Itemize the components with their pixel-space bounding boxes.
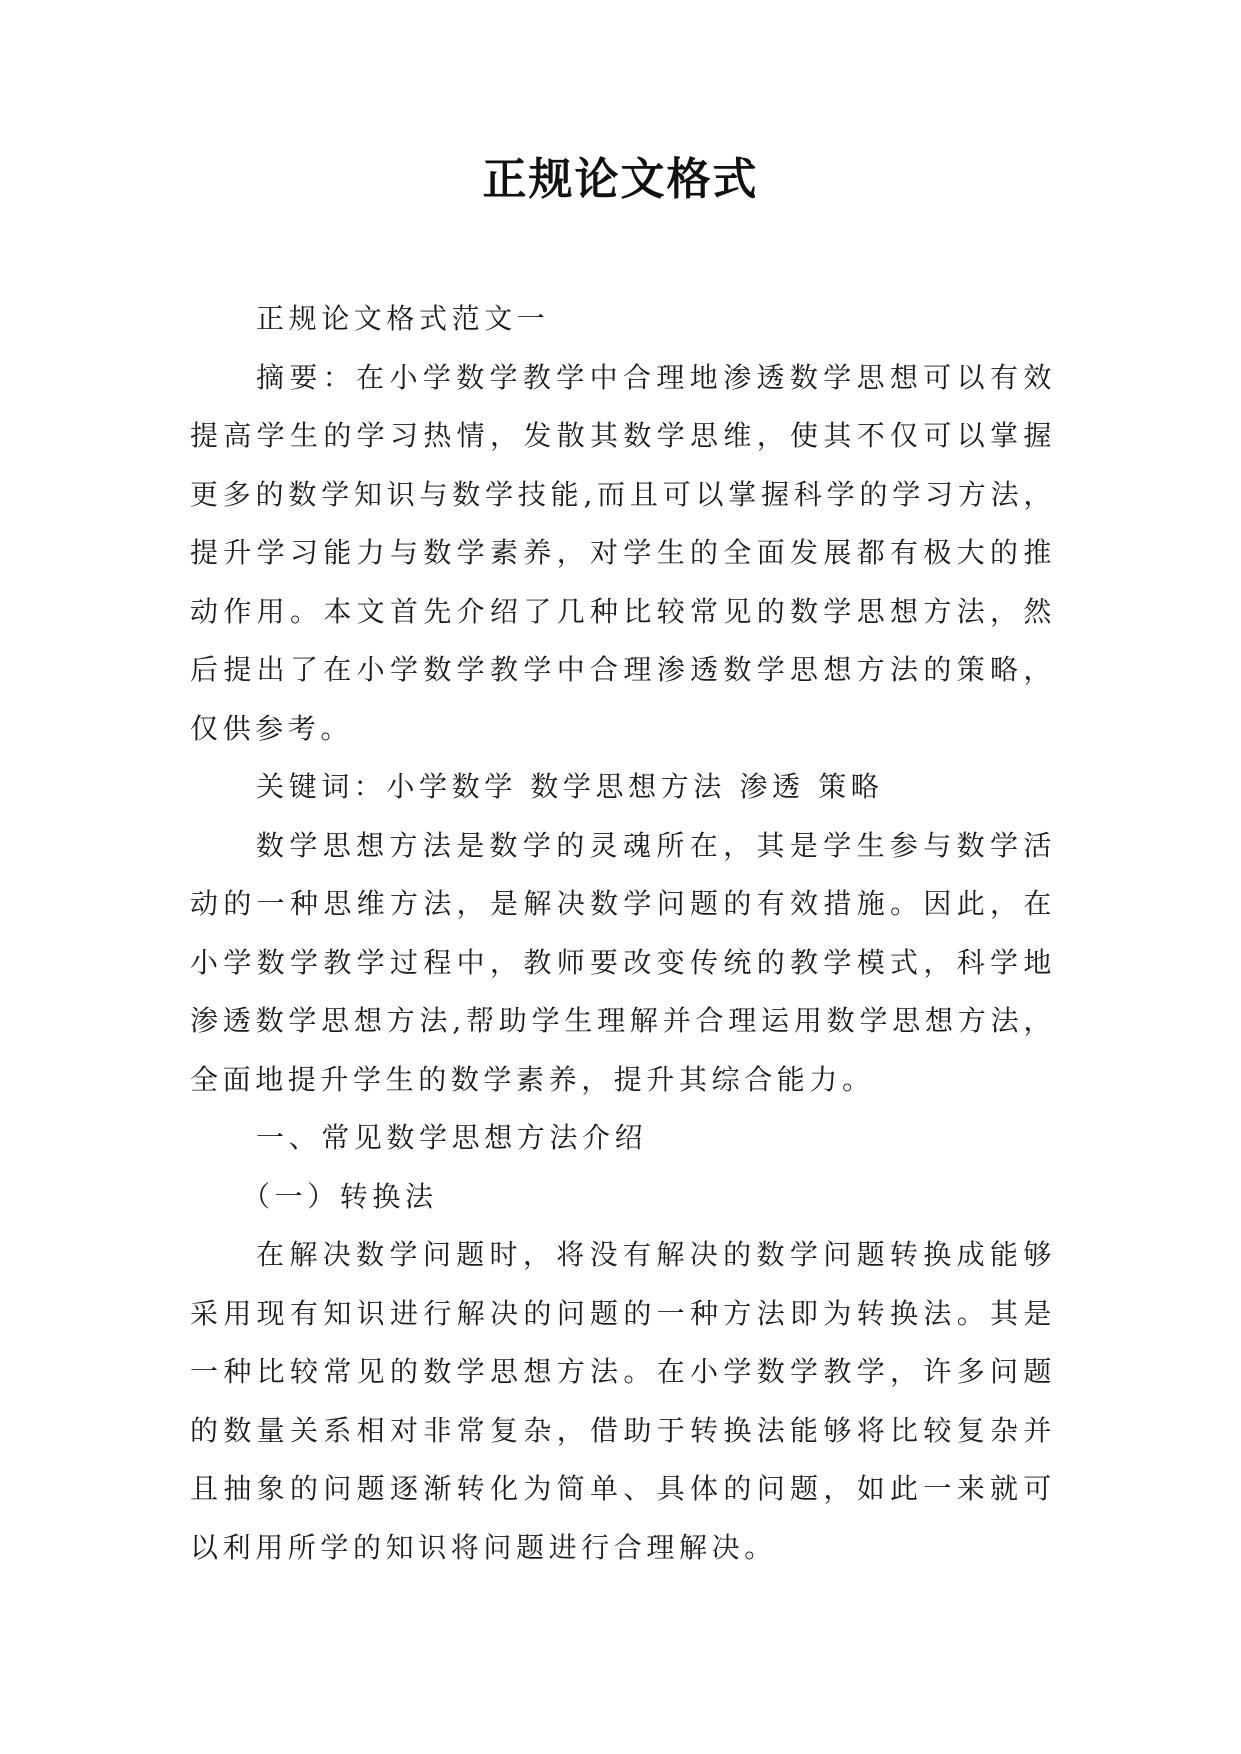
document-body — [190, 290, 1056, 1577]
intro-paragraph: 数学思想方法是数学的灵魂所在，其是学生参与数学活动的一种思维方法，是解决数学问题的有效措施。因此，在小学数学教学过程中，教师要改变传统的教学模式，科学地渗透数学思想方法,帮助学生理解并合理运用数学思想方法，全面地提升学生的数学素养，提升其综合能力。 — [190, 828, 1056, 1096]
keywords-paragraph: 关键词：小学数学 数学思想方法 渗透 策略 — [256, 770, 884, 803]
abstract-paragraph: 摘要：在小学数学教学中合理地渗透数学思想可以有效提高学生的学习热情，发散其数学思维，使其不仅可以掌握更多的数学知识与数学技能,而且可以掌握科学的学习方法，提升学习能力与数学素养，对学生的全面发展都有极大的推动作用。本文首先介绍了几种比较常见的数学思想方法，然后提出了在小学数学教学中合理渗透数学思想方法的策略，仅供参考。 — [190, 360, 1056, 745]
section-label: 正规论文格式范文一 — [256, 302, 550, 335]
subsection-heading: （一）转换法 — [242, 1179, 438, 1213]
section-heading: 一、常见数学思想方法介绍 — [256, 1121, 648, 1154]
document-title: 正规论文格式 — [482, 154, 759, 205]
body-paragraph: 在解决数学问题时，将没有解决的数学问题转换成能够采用现有知识进行解决的问题的一种方法即为转换法。其是一种比较常见的数学思想方法。在小学数学教学，许多问题的数量关系相对非常复杂，借助于转换法能够将比较复杂并且抽象的问题逐渐转化为简单、具体的问题，如此一来就可以利用所学的知识将问题进行合理解决。 — [190, 1238, 1056, 1564]
